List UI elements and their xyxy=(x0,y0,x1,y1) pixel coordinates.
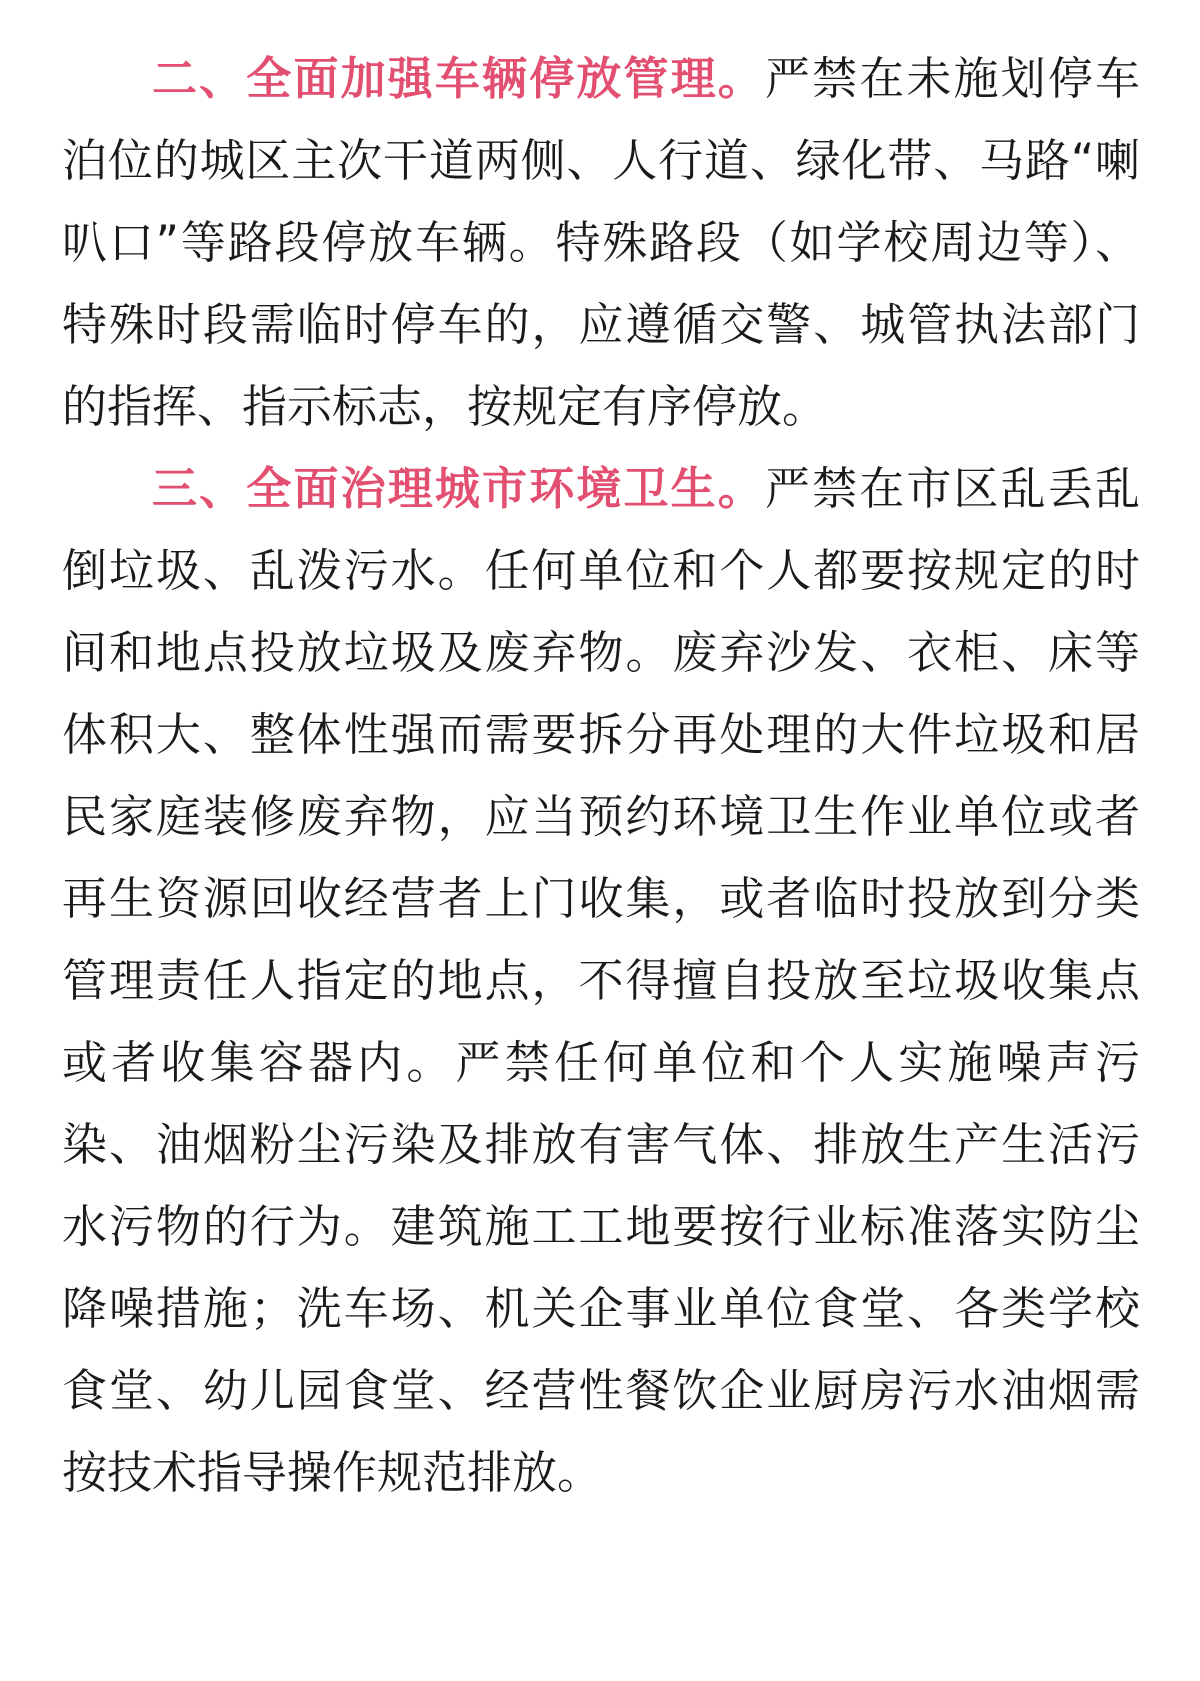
section-paragraph-vehicle-parking xyxy=(62,38,1140,448)
section-body-text: 严禁在未施划停车泊位的城区主次干道两侧、人行道、绿化带、马路“喇叭口”等路段停放车辆。特殊路段（如学校周边等）、特殊时段需临时停车的，应遵循交警、城管执法部门的指挥、指示标志，按规定有序停放。 xyxy=(62,52,1140,433)
section-paragraph-environment-sanitation xyxy=(62,448,1140,1514)
article-body xyxy=(62,38,1140,1514)
section-body-text: 严禁在市区乱丢乱倒垃圾、乱泼污水。任何单位和个人都要按规定的时间和地点投放垃圾及废弃物。废弃沙发、衣柜、床等体积大、整体性强而需要拆分再处理的大件垃圾和居民家庭装修废弃物，应当预约环境卫生作业单位或者再生资源回收经营者上门收集，或者临时投放到分类管理责任人指定的地点，不得擅自投放至垃圾收集点或者收集容器内。严禁任何单位和个人实施噪声污染、油烟粉尘污染及排放有害气体、排放生产生活污水污物的行为。建筑施工工地要按行业标准落实防尘降噪措施；洗车场、机关企事业单位食堂、各类学校食堂、幼儿园食堂、经营性餐饮企业厨房污水油烟需按技术指导操作规范排放。 xyxy=(62,462,1140,1499)
section-heading: 三、全面治理城市环境卫生。 xyxy=(152,462,765,515)
section-heading: 二、全面加强车辆停放管理。 xyxy=(152,52,765,105)
